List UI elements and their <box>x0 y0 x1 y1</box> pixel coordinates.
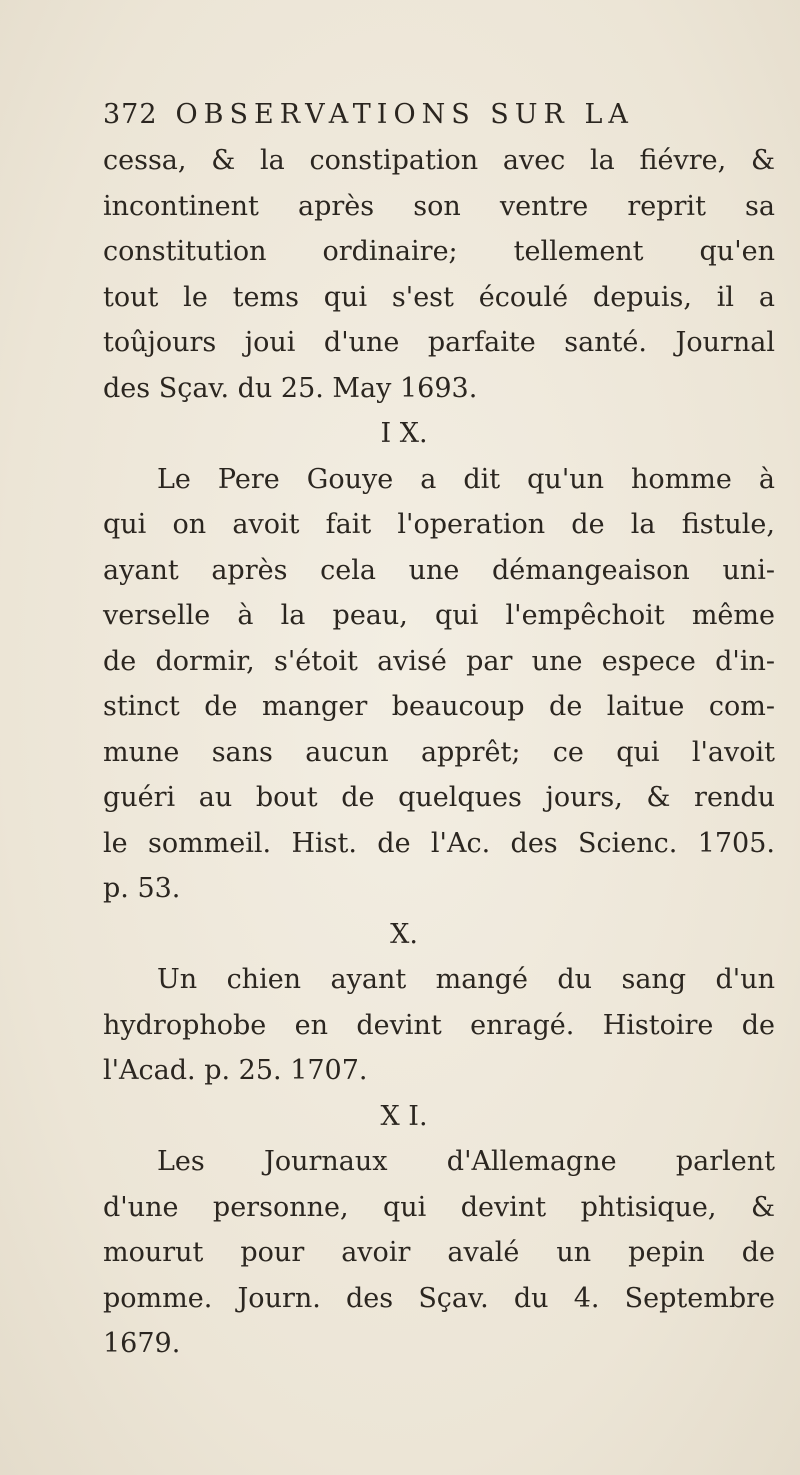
section-xi <box>103 1094 775 1367</box>
text-line: guéri au bout de quelques jours, & rendu <box>103 782 775 813</box>
text-line: p. 53. <box>103 873 181 904</box>
text-line: de dormir, s'étoit avisé par une espece d'in- <box>103 645 775 677</box>
text-line: hydrophobe en devint enragé. Histoire de <box>103 1009 775 1041</box>
text-line: ayant après cela une démangeaison uni- <box>103 554 775 586</box>
text-line: le sommeil. Hist. de l'Ac. des Scienc. 1705. <box>103 827 775 859</box>
page-number: 372 <box>103 99 158 130</box>
text-line: verselle à la peau, qui l'empêchoit même <box>103 600 775 631</box>
text-line: Le Pere Gouye a dit qu'un homme à <box>157 463 775 495</box>
running-header <box>103 92 775 138</box>
text-line: toûjours joui d'une parfaite santé. Journal <box>103 327 775 358</box>
text-line: Les Journaux d'Allemagne parlent <box>157 1146 775 1177</box>
text-line: l'Acad. p. 25. 1707. <box>103 1055 368 1086</box>
section-heading: I X. <box>380 418 428 449</box>
section-x <box>103 912 775 1094</box>
text-line: qui on avoit fait l'operation de la fistule, <box>103 509 775 540</box>
text-line: 1679. <box>103 1328 181 1359</box>
text-line: Un chien ayant mangé du sang d'un <box>157 964 775 995</box>
text-line: d'une personne, qui devint phtisique, & <box>103 1191 775 1223</box>
text-line: des Sçav. du 25. May 1693. <box>103 372 478 404</box>
page-text <box>103 92 775 1367</box>
section-heading: X I. <box>380 1100 428 1132</box>
text-line: mourut pour avoir avalé un pepin de <box>103 1237 775 1268</box>
running-title: OBSERVATIONS SUR LA <box>175 99 634 130</box>
section-ix <box>103 411 775 912</box>
text-line: mune sans aucun apprêt; ce qui l'avoit <box>103 736 775 768</box>
paragraph-continuation <box>103 138 775 411</box>
text-line: tout le tems qui s'est écoulé depuis, il a <box>103 281 775 313</box>
text-line: incontinent après son ventre reprit sa <box>103 190 775 222</box>
text-line: pomme. Journ. des Sçav. du 4. Septembre <box>103 1282 775 1314</box>
section-heading: X. <box>390 918 418 950</box>
text-line: stinct de manger beaucoup de laitue com- <box>103 691 775 722</box>
text-line: cessa, & la constipation avec la fiévre, & <box>103 145 775 176</box>
text-line: constitution ordinaire; tellement qu'en <box>103 236 775 267</box>
